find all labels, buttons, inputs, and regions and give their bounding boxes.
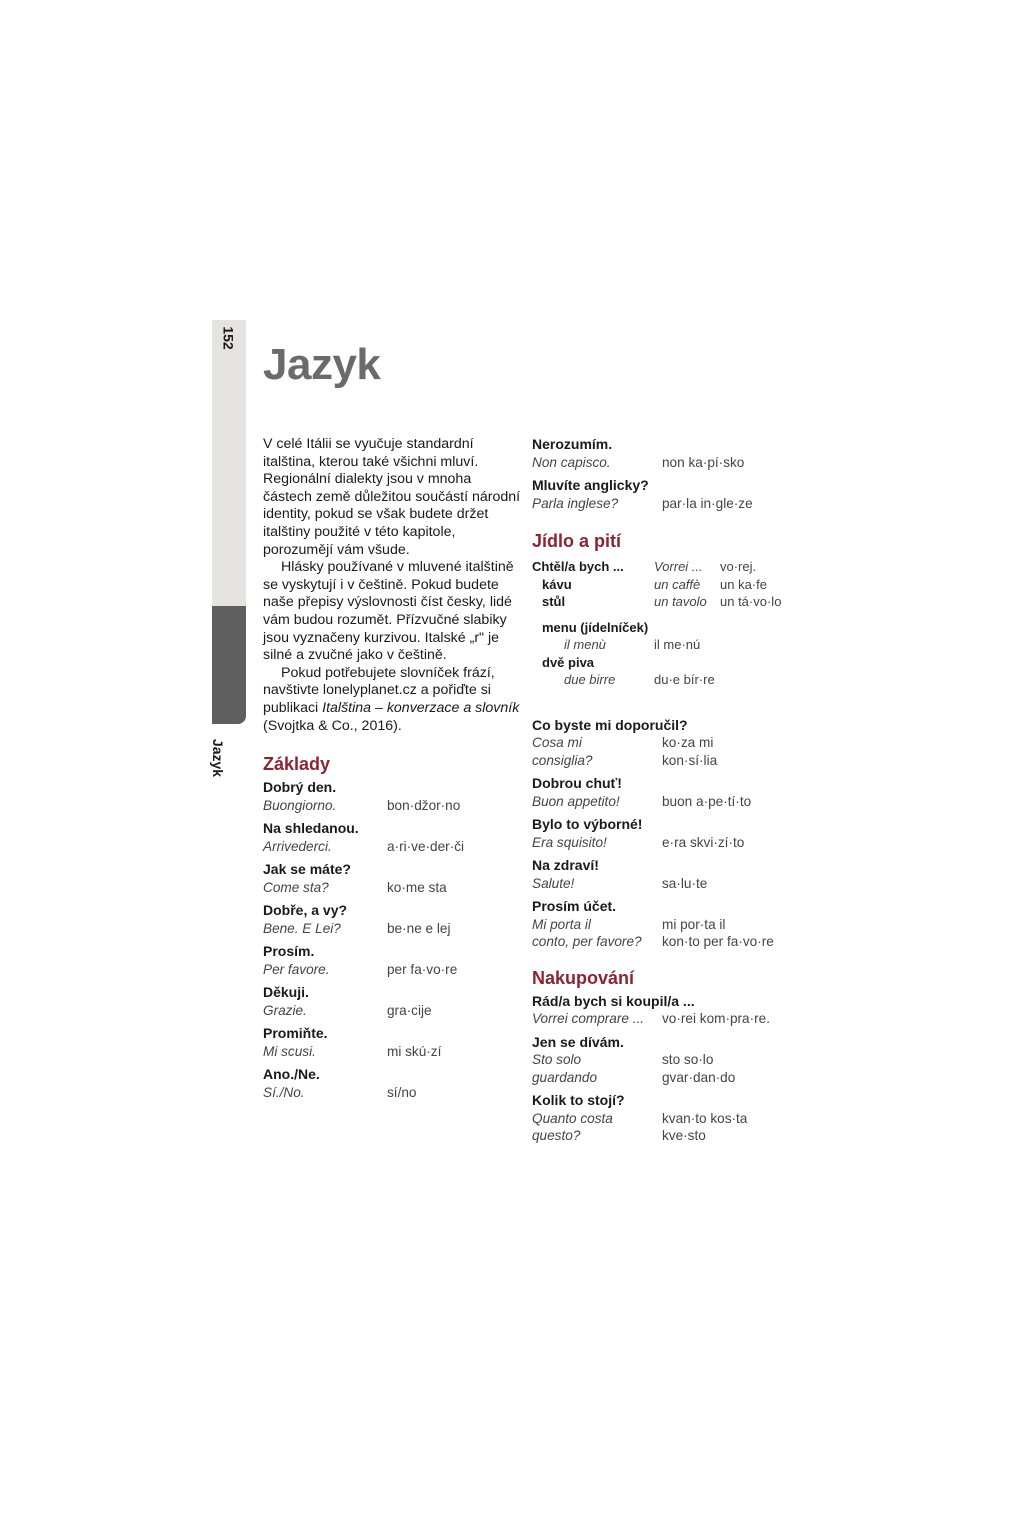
right-column	[532, 436, 802, 1151]
phrase-entry: Promiňte. Mi scusi. mi skú·zí	[263, 1025, 442, 1059]
side-tab-light	[212, 320, 246, 606]
food-row-label: dvě piva	[542, 654, 595, 670]
phrase-entry: Co byste mi doporučil? Cosa mi ko·za mi consiglia? kon·sí·lia	[532, 716, 718, 768]
phrase-entry: Nerozumím. Non capisco. non ka·pí·sko	[532, 436, 745, 470]
phrase-entry: Na zdraví! Salute! sa·lu·te	[532, 857, 708, 891]
food-row: stůl un tavolo un tá·vo·lo	[542, 594, 782, 609]
intro-paragraph-3: Pokud potřebujete slovníček frází, navštivte lonelyplanet.cz a pořiďte si publikaci Italština – konverzace a slovník (Svojtka & Co., 2016).	[263, 664, 520, 734]
food-row: kávu un caffè un ka·fe	[542, 576, 767, 592]
food-row-label: menu (jídelníček)	[542, 619, 649, 635]
phrase-entry: Dobrou chuť! Buon appetito! buon a·pe·tí·to	[532, 775, 752, 809]
page-title: Jazyk	[263, 340, 381, 389]
phrase-entry: Děkuji. Grazie. gra·cije	[263, 984, 432, 1018]
intro-text	[263, 436, 521, 735]
phrase-entry: Prosím účet. Mi porta il mi por·ta il conto, per favore? kon·to per fa·vo·re	[532, 898, 774, 949]
phrase-entry: Prosím. Per favore. per fa·vo·re	[263, 943, 458, 977]
phrase-entry: Dobře, a vy? Bene. E Lei? be·ne e lej	[263, 902, 451, 936]
intro-paragraph-1: V celé Itálii se vyučuje standardní italština, kterou také všichni mluví. Regionální dialekty jsou v mnoha částech země důležitou součástí národní identity, pokud se však budete držet italštiny použité v této kapitole, porozumějí vám všude.	[263, 436, 521, 558]
side-tab-dark	[212, 606, 246, 724]
left-column	[263, 436, 521, 1107]
section-heading-nakupovani: Nakupování	[532, 967, 635, 988]
phrase-entry: Na shledanou. Arrivederci. a·ri·ve·der·či	[263, 820, 465, 854]
section-heading-jidlo: Jídlo a pití	[532, 531, 622, 551]
intro-paragraph-2: Hlásky používané v mluvené italštině se vyskytují i v češtině. Pokud budete naše přepisy výslovnosti číst česky, lidé vám budou rozumět. Přízvučné slabiky jsou vyznačeny kurzivou. Italské „r" je silné a zvučné jako v češtině.	[263, 559, 514, 664]
section-heading-zaklady: Základy	[263, 754, 331, 775]
phrase-entry: Ano./Ne. Sí./No. sí/no	[263, 1066, 417, 1100]
phrase-entry: Dobrý den. Buongiorno. bon·džor·no	[263, 779, 461, 813]
phrase-entry: Mluvíte anglicky? Parla inglese? par·la in·gle·ze	[532, 477, 753, 511]
page-number: 152	[220, 326, 237, 350]
phrase-entry: Kolik to stojí? Quanto costa kvan·to kos·ta questo? kve·sto	[532, 1092, 748, 1143]
book-title: Italština – konverzace a slovník	[322, 699, 520, 716]
food-row: due birre du·e bír·re	[564, 672, 715, 687]
food-row: il menù il me·nú	[564, 637, 701, 652]
phrase-entry: Jen se dívám. Sto solo sto so·lo guardando gvar·dan·do	[532, 1033, 736, 1085]
phrase-entry: Bylo to výborné! Era squisito! e·ra skvi·zí·to	[532, 816, 745, 850]
phrase-entry: Jak se máte? Come sta? ko·me sta	[263, 861, 447, 895]
food-phrase-table	[532, 558, 802, 689]
food-row: Chtěl/a bych ... Vorrei ... vo·rej.	[532, 559, 757, 574]
side-section-label: Jazyk	[210, 738, 227, 778]
phrase-entry: Rád/a bych si koupil/a ... Vorrei comprare ... vo·rei kom·pra·re.	[532, 992, 771, 1026]
